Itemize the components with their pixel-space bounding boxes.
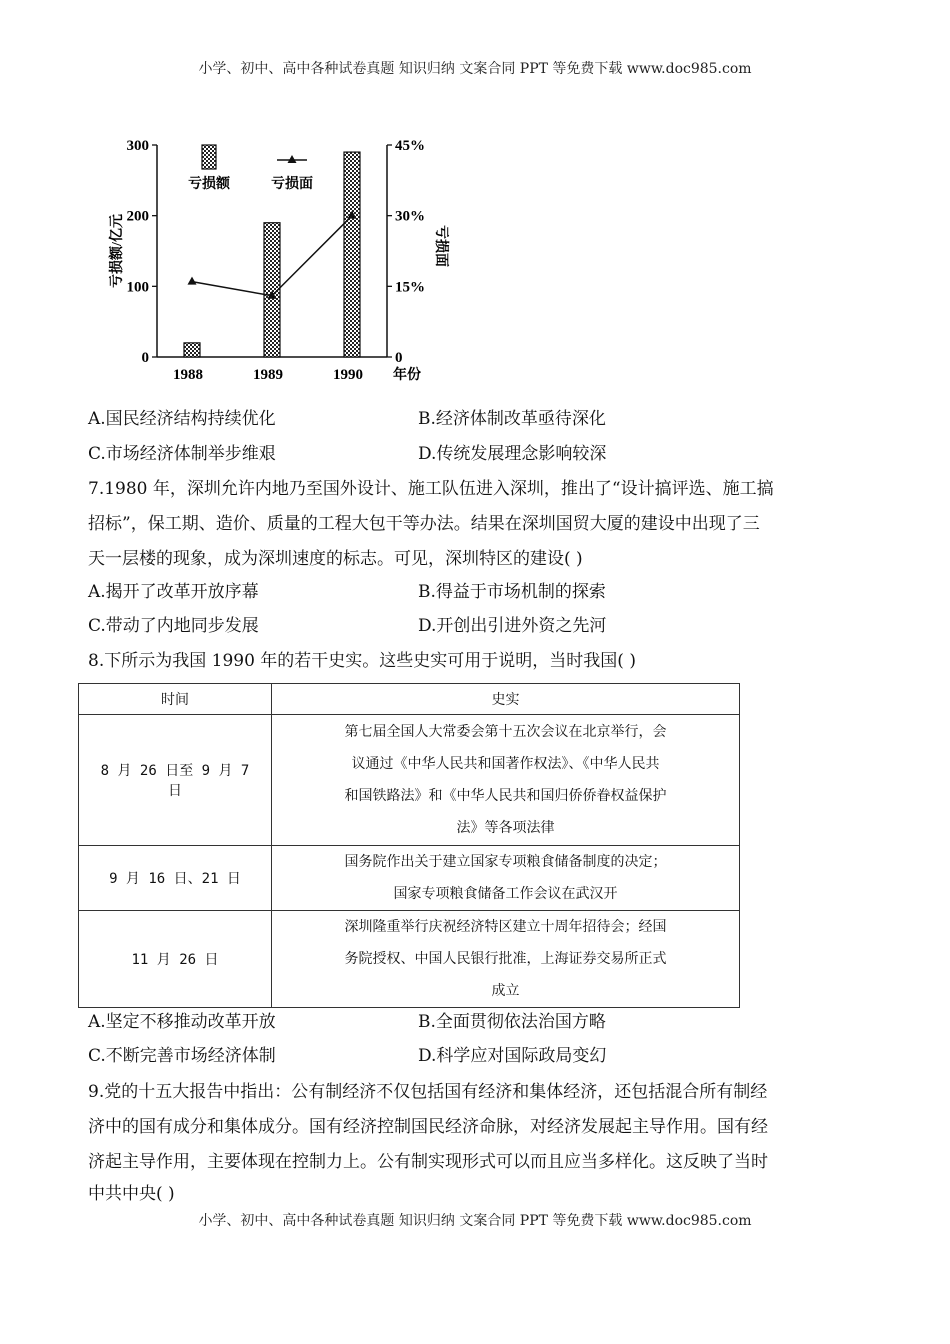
legend-bar-swatch bbox=[202, 145, 216, 169]
table-row bbox=[79, 715, 740, 846]
q8-option-c[interactable]: C.不断完善市场经济体制 bbox=[88, 1046, 276, 1066]
right-axis-title: 亏损面 bbox=[433, 225, 448, 267]
x-tick-label: 1989 bbox=[253, 367, 283, 383]
fact-cell bbox=[272, 911, 740, 1008]
left-tick-label: 0 bbox=[141, 350, 149, 366]
fact-line: 法》等各项法律 bbox=[456, 820, 555, 836]
right-tick-label: 45% bbox=[395, 138, 425, 154]
left-tick-label: 300 bbox=[126, 138, 149, 154]
q8-option-d[interactable]: D.科学应对国际政局变幻 bbox=[418, 1046, 607, 1066]
q6-option-a[interactable]: A.国民经济结构持续优化 bbox=[88, 409, 276, 429]
legend-line-label: 亏损面 bbox=[271, 177, 313, 192]
q8-option-a[interactable]: A.坚定不移推动改革开放 bbox=[88, 1012, 276, 1032]
left-tick-label: 200 bbox=[126, 208, 149, 225]
page-footer: 小学、初中、高中各种试卷真题 知识归纳 文案合同 PPT 等免费下载 www.doc985.com bbox=[198, 1213, 752, 1229]
fact-line: 深圳隆重举行庆祝经济特区建立十周年招待会；经国 bbox=[344, 919, 667, 935]
time-cell: 9 月 16 日、21 日 bbox=[79, 846, 272, 911]
q7-stem-line-1: 7.1980 年，深圳允许内地乃至国外设计、施工队伍进入深圳，推出了“设计搞评选、施工搞 bbox=[88, 479, 774, 499]
right-tick-label: 30% bbox=[395, 208, 425, 225]
table-row bbox=[79, 911, 740, 1008]
x-tick-label: 1990 bbox=[333, 367, 363, 383]
q7-stem-line-2: 招标”，保工期、造价、质量的工程大包干等办法。结果在深圳国贸大厦的建设中出现了三 bbox=[88, 514, 760, 534]
left-axis-title: 亏损额/亿元 bbox=[110, 214, 125, 288]
right-tick-label: 0 bbox=[395, 350, 403, 366]
fact-cell bbox=[272, 715, 740, 846]
page-header: 小学、初中、高中各种试卷真题 知识归纳 文案合同 PPT 等免费下载 www.doc985.com bbox=[198, 61, 752, 77]
loss-chart bbox=[90, 120, 470, 395]
q6-option-c[interactable]: C.市场经济体制举步维艰 bbox=[88, 444, 276, 464]
right-tick-label: 15% bbox=[395, 279, 425, 296]
time-cell: 8 月 26 日至 9 月 7 日 bbox=[79, 715, 272, 846]
fact-line: 和国铁路法》和《中华人民共和国归侨侨眷权益保护 bbox=[344, 788, 667, 804]
q7-option-d[interactable]: D.开创出引进外资之先河 bbox=[418, 616, 607, 636]
line-point-marker bbox=[188, 277, 197, 285]
history-facts-table bbox=[78, 683, 740, 1008]
col-header-fact: 史实 bbox=[272, 684, 740, 715]
fact-line: 国家专项粮食储备工作会议在武汉开 bbox=[393, 886, 618, 902]
fact-cell bbox=[272, 846, 740, 911]
table-row bbox=[79, 846, 740, 911]
q9-stem-line-4: 中共中央( ) bbox=[88, 1184, 175, 1204]
x-axis-title: 年份 bbox=[393, 368, 421, 383]
q6-option-d[interactable]: D.传统发展理念影响较深 bbox=[418, 444, 607, 464]
q7-option-a[interactable]: A.揭开了改革开放序幕 bbox=[88, 582, 259, 602]
fact-line: 议通过《中华人民共和国著作权法》、《中华人民共 bbox=[351, 756, 660, 772]
q9-stem-line-3: 济起主导作用，主要体现在控制力上。公有制实现形式可以而且应当多样化。这反映了当时 bbox=[88, 1152, 768, 1172]
legend-bar-label: 亏损额 bbox=[188, 177, 230, 192]
x-tick-label: 1988 bbox=[173, 367, 203, 383]
bar-loss-amount bbox=[344, 152, 360, 357]
table-header-row bbox=[79, 684, 740, 715]
q8-stem: 8.下所示为我国 1990 年的若干史实。这些史实可用于说明，当时我国( ) bbox=[88, 651, 636, 671]
fact-line: 国务院作出关于建立国家专项粮食储备制度的决定； bbox=[344, 854, 667, 870]
time-cell: 11 月 26 日 bbox=[79, 911, 272, 1008]
col-header-time: 时间 bbox=[79, 684, 272, 715]
left-tick-label: 100 bbox=[126, 279, 149, 296]
fact-line: 第七届全国人大常委会第十五次会议在北京举行，会 bbox=[344, 724, 667, 740]
fact-line: 务院授权、中国人民银行批准，上海证券交易所正式 bbox=[344, 951, 667, 967]
legend-line-marker bbox=[288, 155, 297, 163]
q7-option-c[interactable]: C.带动了内地同步发展 bbox=[88, 616, 259, 636]
q8-option-b[interactable]: B.全面贯彻依法治国方略 bbox=[418, 1012, 606, 1032]
bar-loss-amount bbox=[184, 343, 200, 357]
q9-stem-line-2: 济中的国有成分和集体成分。国有经济控制国民经济命脉，对经济发展起主导作用。国有经 bbox=[88, 1117, 768, 1137]
q6-option-b[interactable]: B.经济体制改革亟待深化 bbox=[418, 409, 606, 429]
q9-stem-line-1: 9.党的十五大报告中指出：公有制经济不仅包括国有经济和集体经济，还包括混合所有制经 bbox=[88, 1082, 768, 1102]
q7-option-b[interactable]: B.得益于市场机制的探索 bbox=[418, 582, 606, 602]
q7-stem-line-3: 天一层楼的现象，成为深圳速度的标志。可见，深圳特区的建设( ) bbox=[88, 549, 583, 569]
fact-line: 成立 bbox=[491, 983, 520, 999]
